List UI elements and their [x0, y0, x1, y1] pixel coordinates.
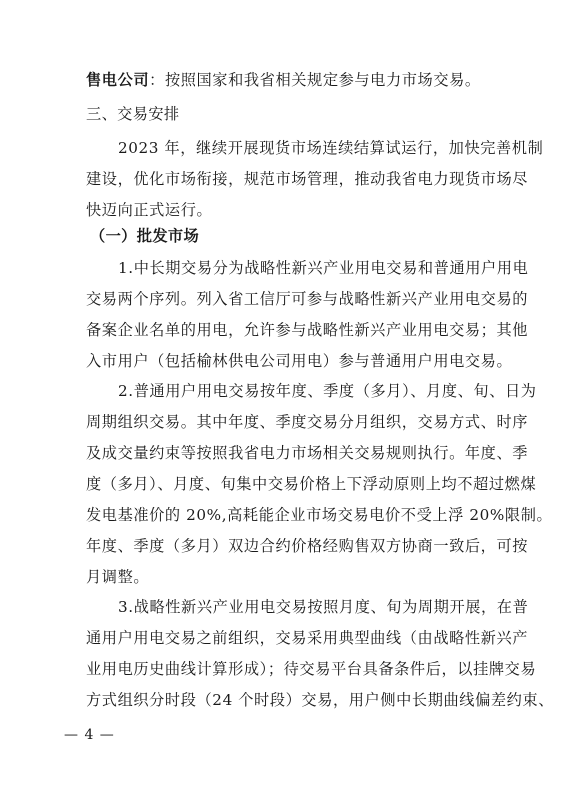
- intro-line-3: 快迈向正式运行。: [86, 201, 213, 219]
- seller-company-paragraph: [86, 70, 481, 90]
- subsection-1-title: （一）批发市场: [90, 227, 200, 245]
- section-3-title: 三、交易安排: [86, 105, 180, 123]
- item2-line-1: 2.普通用户用电交易按年度、季度（多月）、月度、旬、日为: [118, 382, 537, 400]
- item1-line-1: 1.中长期交易分为战略性新兴产业用电交易和普通用户用电: [118, 259, 529, 277]
- page-number: — 4 —: [64, 727, 115, 743]
- intro-line-2: 建设，优化市场衔接，规范市场管理，推动我省电力现货市场尽: [86, 170, 529, 188]
- intro-line-1: 2023 年，继续开展现货市场连续结算试运行，加快完善机制: [118, 139, 544, 157]
- seller-company-text: ：按照国家和我省相关规定参与电力市场交易。: [149, 71, 481, 89]
- item2-line-3: 及成交量约束等按照我省电力市场相关交易规则执行。年度、季: [86, 444, 529, 462]
- item2-line-6: 年度、季度（多月）双边合约价格经购售双方协商一致后，可按: [86, 537, 529, 555]
- item3-line-1: 3.战略性新兴产业用电交易按照月度、旬为周期开展，在普: [118, 598, 529, 616]
- item1-line-2: 交易两个序列。列入省工信厅可参与战略性新兴产业用电交易的: [86, 290, 529, 308]
- seller-company-label: 售电公司: [86, 71, 150, 89]
- item1-line-3: 备案企业名单的用电，允许参与战略性新兴产业用电交易；其他: [86, 321, 529, 339]
- item2-line-7: 月调整。: [86, 568, 150, 586]
- item3-line-4: 方式组织分时段（24 个时段）交易，用户侧中长期曲线偏差约束、: [86, 691, 555, 709]
- item3-line-3: 业用电历史曲线计算形成）；待交易平台具备条件后，以挂牌交易: [86, 660, 537, 678]
- item3-line-2: 通用户用电交易之前组织，交易采用典型曲线（由战略性新兴产: [86, 629, 529, 647]
- item2-line-2: 周期组织交易。其中年度、季度交易分月组织，交易方式、时序: [86, 413, 529, 431]
- item1-line-4: 入市用户（包括榆林供电公司用电）参与普通用户用电交易。: [86, 352, 513, 370]
- item2-line-5: 发电基准价的 20%,高耗能企业市场交易电价不受上浮 20%限制。: [86, 506, 553, 524]
- item2-line-4: 度（多月）、月度、旬集中交易价格上下浮动原则上均不超过燃煤: [86, 475, 537, 493]
